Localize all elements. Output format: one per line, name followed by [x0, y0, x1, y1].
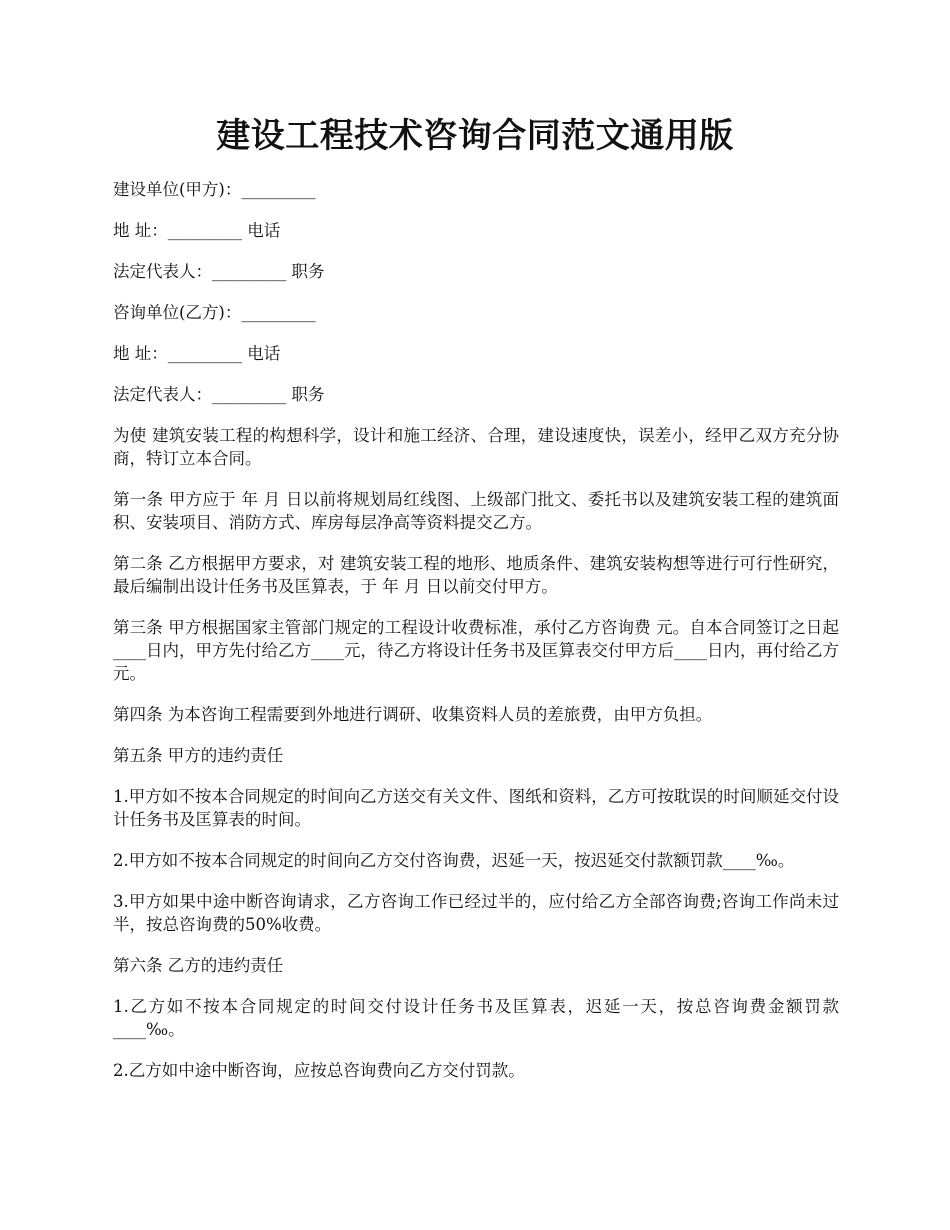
party-a-representative-line: 法定代表人：_________ 职务	[113, 262, 325, 281]
article-6-heading: 第六条 乙方的违约责任	[113, 956, 284, 975]
party-a-address-line: 地 址：_________ 电话	[113, 221, 281, 240]
article-6-clause-1: 1.乙方如不按本合同规定的时间交付设计任务书及匡算表，迟延一天，按总咨询费金额罚款____‰。	[113, 997, 839, 1039]
article-1: 第一条 甲方应于 年 月 日以前将规划局红线图、上级部门批文、委托书以及建筑安装工程的建筑面积、安装项目、消防方式、库房每层净高等资料提交乙方。	[113, 490, 839, 532]
party-b-representative-line: 法定代表人：_________ 职务	[113, 385, 325, 404]
article-5-clause-2: 2.甲方如不按本合同规定的时间向乙方交付咨询费，迟延一天，按迟延交付款额罚款____‰。	[113, 851, 795, 870]
party-a-name-line: 建设单位(甲方)：_________	[113, 180, 316, 199]
document-body	[113, 178, 839, 1100]
party-b-name-line: 咨询单位(乙方)：_________	[113, 303, 316, 322]
article-5-clause-3: 3.甲方如果中途中断咨询请求，乙方咨询工作已经过半的，应付给乙方全部咨询费;咨询工作尚未过半，按总咨询费的50%收费。	[113, 892, 839, 934]
article-2: 第二条 乙方根据甲方要求，对 建筑安装工程的地形、地质条件、建筑安装构想等进行可行性研究，最后编制出设计任务书及匡算表，于 年 月 日以前交付甲方。	[113, 554, 839, 596]
article-3: 第三条 甲方根据国家主管部门规定的工程设计收费标准，承付乙方咨询费 元。自本合同签订之日起____日内，甲方先付给乙方____元，待乙方将设计任务书及匡算表交付甲方后____日内，再付给乙方 元。	[113, 618, 839, 683]
document-title: 建设工程技术咨询合同范文通用版	[216, 116, 734, 156]
party-b-address-line: 地 址：_________ 电话	[113, 344, 281, 363]
preamble-paragraph: 为使 建筑安装工程的构想科学，设计和施工经济、合理，建设速度快，误差小，经甲乙双方充分协商，特订立本合同。	[113, 426, 839, 468]
article-6-clause-2: 2.乙方如中途中断咨询，应按总咨询费向乙方交付罚款。	[113, 1061, 525, 1080]
article-4: 第四条 为本咨询工程需要到外地进行调研、收集资料人员的差旅费，由甲方负担。	[113, 705, 713, 724]
article-5-clause-1: 1.甲方如不按本合同规定的时间向乙方送交有关文件、图纸和资料，乙方可按耽误的时间顺延交付设计任务书及匡算表的时间。	[113, 787, 839, 829]
article-5-heading: 第五条 甲方的违约责任	[113, 746, 284, 765]
